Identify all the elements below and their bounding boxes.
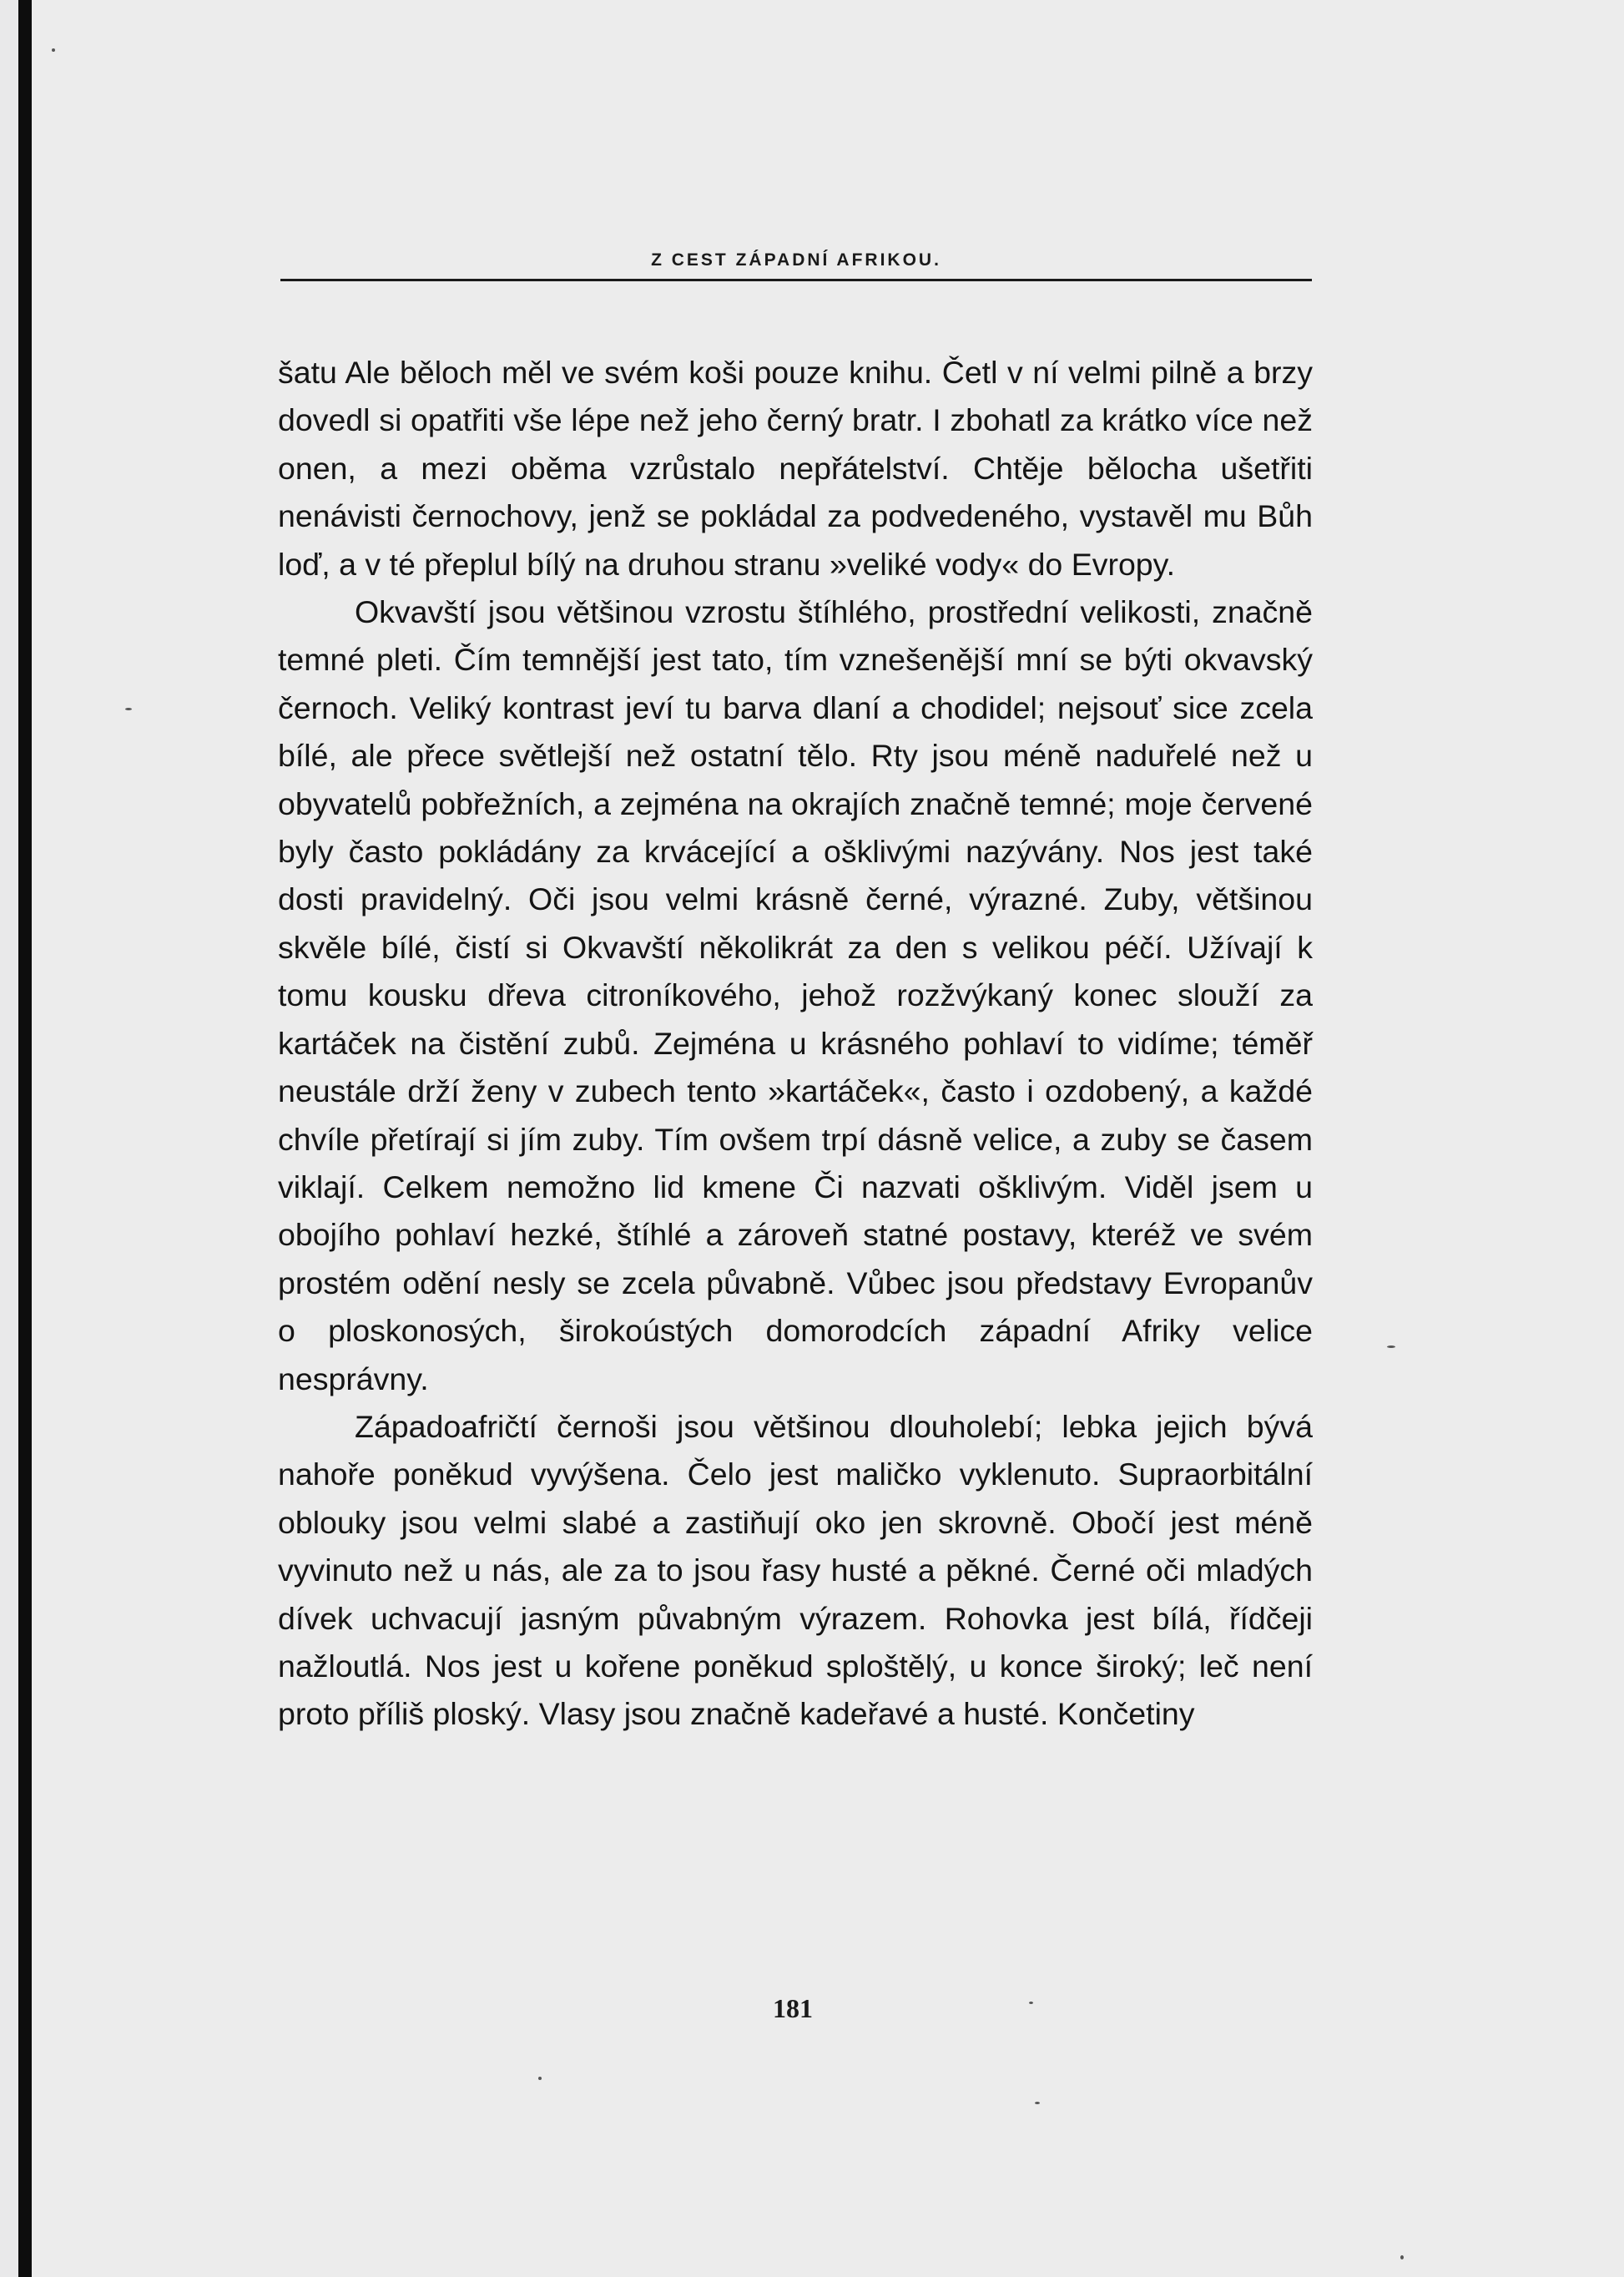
running-head: Z CEST ZÁPADNÍ AFRIKOU.	[651, 250, 941, 270]
scan-speck	[1400, 2255, 1404, 2259]
scan-speck	[1029, 2002, 1033, 2004]
body-text	[278, 349, 1313, 1739]
header-rule	[280, 279, 1312, 281]
scan-speck	[538, 2077, 542, 2080]
scan-binding-edge	[18, 0, 32, 2277]
paragraph-3: Západoafričtí černoši jsou většinou dlouholebí; lebka jejich bývá nahoře poněkud vyvýšena. Čelo jest maličko vyklenuto. Supraorbitální oblouky jsou velmi slabé a zastiňují oko jen skrovně. Obočí jest méně vyvinuto než u nás, ale za to jsou řasy husté a pěkné. Černé oči mladých dívek uchvacují jasným půvabným výrazem. Rohovka jest bílá, řídčeji nažloutlá. Nos jest u kořene poněkud sploštělý, u konce široký; leč není proto příliš ploský. Vlasy jsou značně kadeřavé a husté. Končetiny	[278, 1408, 1313, 1732]
scan-speck	[1035, 2102, 1040, 2104]
paragraph-1: šatu Ale běloch měl ve svém koši pouze knihu. Četl v ní velmi pilně a brzy dovedl si opatřiti vše lépe než jeho černý bratr. I zbohatl za krátko více než onen, a mezi oběma vzrůstalo nepřátelství. Chtěje bělocha ušetřiti nenávisti černochovy, jenž se pokládal za podvedeného, vystavěl mu Bůh loď, a v té přeplul bílý na druhou stranu »veliké vody« do Evropy.	[278, 355, 1313, 582]
scan-speck	[125, 708, 132, 710]
paragraph-2: Okvavští jsou většinou vzrostu štíhlého, prostřední velikosti, značně temné pleti. Čím temnější jest tato, tím vznešenější mní se býti okvavský černoch. Veliký kontrast jeví tu barva dlaní a chodidel; nejsouť sice zcela bílé, ale přece světlejší než ostatní tělo. Rty jsou méně naduřelé než u obyvatelů pobřežních, a zejména na okrajích značně temné; moje červené byly často pokládány za krvácející a ošklivými nazývány. Nos jest také dosti pravidelný. Oči jsou velmi krásně černé, výrazné. Zuby, většinou skvěle bílé, čistí si Okvavští několikrát za den s velikou péčí. Užívají k tomu kousku dřeva citroníkového, jehož rozžvýkaný konec slouží za kartáček na čistění zubů. Zejména u krásného pohlaví to vidíme; téměř neustále drží ženy v zubech tento »kartáček«, často i ozdobený, a každé chvíle přetírají si jím zuby. Tím ovšem trpí dásně velice, a zuby se časem viklají. Celkem nemožno lid kmene Či nazvati ošklivým. Viděl jsem u obojího pohlaví hezké, štíhlé a zároveň statné postavy, kteréž ve svém prostém odění nesly se zcela půvabně. Vůbec jsou představy Evropanův o ploskonosých, širokoústých domorodcích západní Afriky velice nesprávny.	[278, 594, 1313, 1396]
scan-speck	[1387, 1346, 1395, 1348]
scan-speck	[52, 48, 55, 52]
page-number: 181	[773, 1993, 813, 2023]
